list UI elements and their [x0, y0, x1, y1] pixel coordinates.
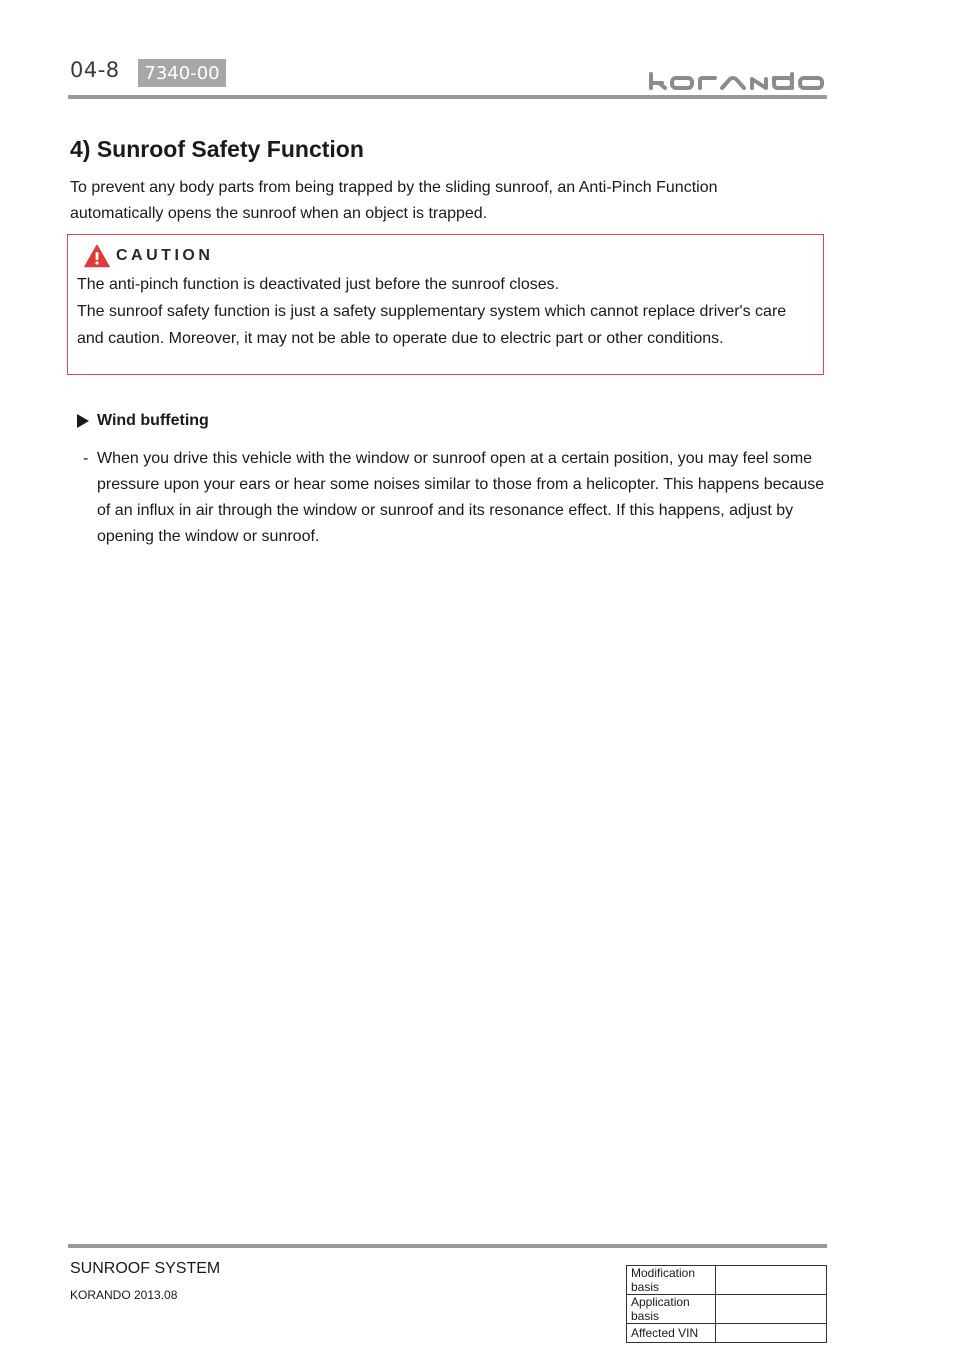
play-arrow-icon — [77, 414, 89, 428]
caution-line-1: The anti-pinch function is deactivated just before the sunroof closes. — [77, 276, 560, 293]
warning-triangle-icon — [84, 244, 110, 268]
footer-edition: KORANDO 2013.08 — [70, 1288, 178, 1302]
basis-value — [716, 1324, 827, 1343]
korando-logo-icon — [648, 72, 826, 90]
table-row — [627, 1266, 827, 1295]
wind-buffeting-text: When you drive this vehicle with the window or sunroof open at a certain position, you may feel some pressure upon your ears or hear some noises similar to those from a helicopter. This happens because of an influx in air through the window or sunroof and its resonance effect. If this happens, adjust by opening the window or sunroof. — [97, 450, 825, 545]
section-title: 4) Sunroof Safety Function — [70, 136, 364, 162]
table-row — [627, 1295, 827, 1324]
caution-box — [67, 234, 824, 375]
section-code-badge: 7340-00 — [138, 59, 226, 87]
wind-buffeting-heading-text: Wind buffeting — [97, 412, 209, 429]
footer-divider — [68, 1244, 827, 1248]
caution-text — [77, 271, 812, 352]
basis-table — [626, 1265, 827, 1343]
page-number: 04-8 — [70, 58, 120, 82]
intro-paragraph: To prevent any body parts from being trapped by the sliding sunroof, an Anti-Pinch Function automatically opens the sunroof when an object is trapped. — [70, 179, 718, 222]
footer-section-title: SUNROOF SYSTEM — [70, 1260, 221, 1277]
table-row — [627, 1324, 827, 1343]
caution-line-2: The sunroof safety function is just a safety supplementary system which cannot replace driver's care and caution. Moreover, it may not be able to operate due to electric part or other conditions. — [77, 303, 787, 347]
basis-label: Application basis — [627, 1295, 716, 1324]
caution-label: CAUTION — [116, 247, 214, 264]
wind-buffeting-heading — [77, 408, 209, 434]
basis-label: Modification basis — [627, 1266, 716, 1295]
basis-value — [716, 1295, 827, 1324]
header-divider — [68, 95, 827, 99]
caution-header — [84, 242, 213, 270]
basis-label: Affected VIN — [627, 1324, 716, 1343]
list-dash: - — [83, 450, 89, 467]
basis-value — [716, 1266, 827, 1295]
